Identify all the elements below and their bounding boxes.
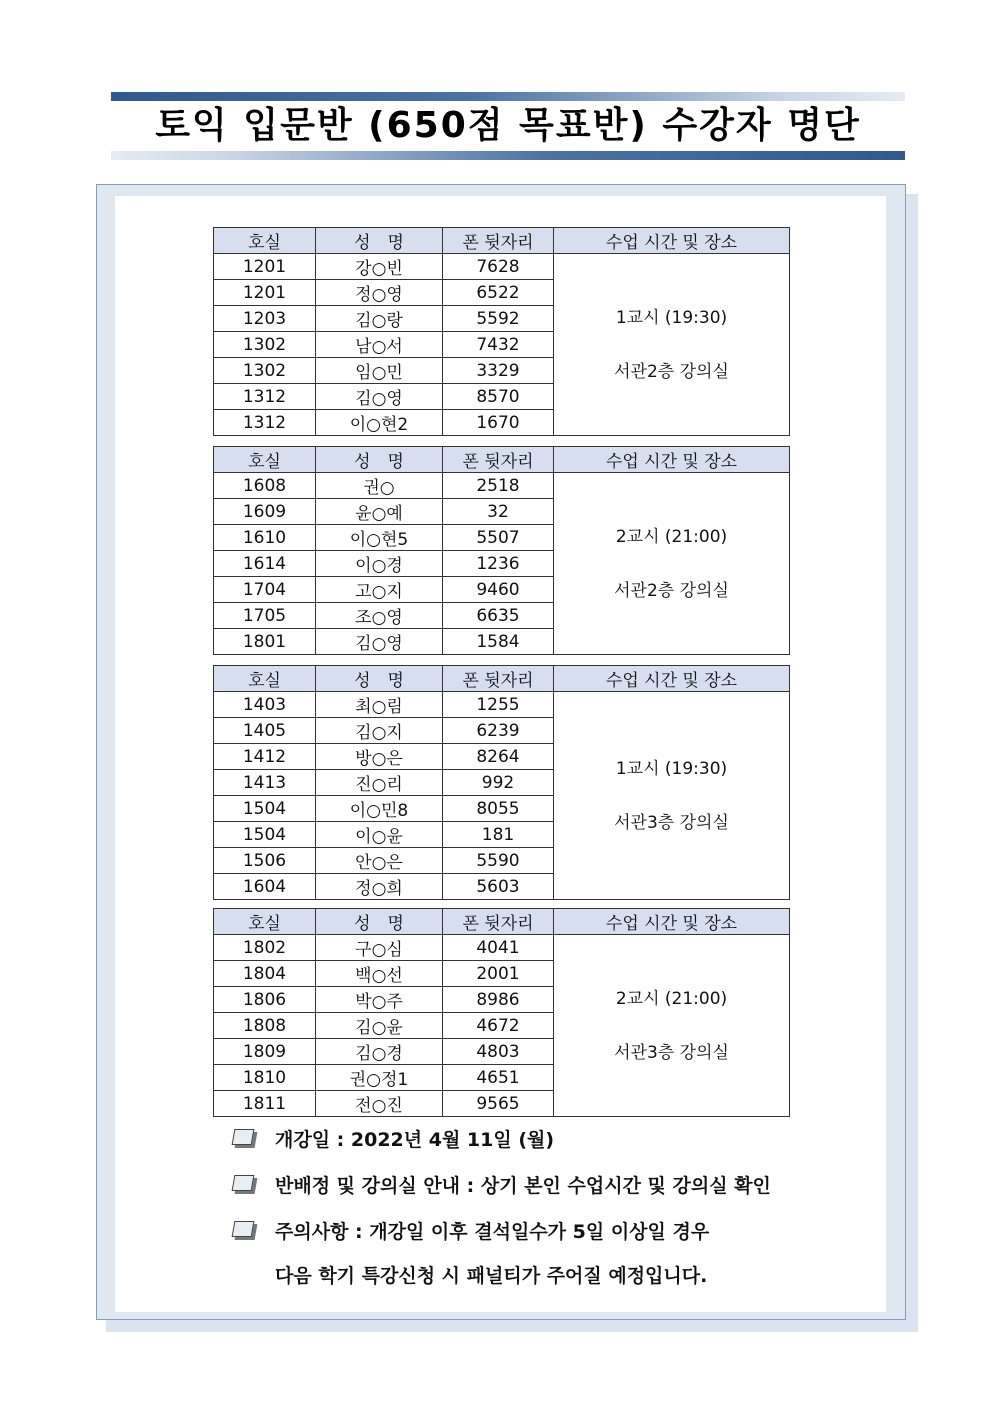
header-time-place: 수업 시간 및 장소 (554, 666, 790, 692)
room-cell: 1809 (214, 1039, 316, 1065)
page-title: 토익 입문반 (650점 목표반) 수강자 명단 (155, 105, 861, 146)
roster-table (213, 665, 790, 900)
roster-table (213, 908, 790, 1117)
phone-cell: 4651 (443, 1065, 554, 1091)
class-place: 서관3층 강의실 (614, 812, 729, 833)
header-name: 성 명 (316, 228, 443, 254)
phone-cell: 181 (443, 822, 554, 848)
room-cell: 1608 (214, 473, 316, 499)
note-icon (233, 1175, 257, 1195)
name-cell: 고○지 (316, 577, 443, 603)
phone-cell: 6522 (443, 280, 554, 306)
class-place: 서관3층 강의실 (614, 1042, 729, 1063)
name-cell: 권○ (316, 473, 443, 499)
table-header-row (214, 909, 790, 935)
phone-cell: 992 (443, 770, 554, 796)
spacer (554, 551, 789, 577)
note-caution-text: 주의사항 : 개강일 이후 결석일수가 5일 이상일 경우 (275, 1221, 710, 1243)
name-cell: 이○민8 (316, 796, 443, 822)
phone-cell: 4041 (443, 935, 554, 961)
header-phone: 폰 뒷자리 (443, 909, 554, 935)
name-cell: 김○영 (316, 384, 443, 410)
name-cell: 전○진 (316, 1091, 443, 1117)
phone-cell: 5603 (443, 874, 554, 900)
room-cell: 1312 (214, 410, 316, 436)
room-cell: 1201 (214, 280, 316, 306)
table-row (214, 254, 790, 280)
note-icon (233, 1221, 257, 1241)
name-cell: 방○은 (316, 744, 443, 770)
room-cell: 1201 (214, 254, 316, 280)
class-time: 2교시 (21:00) (615, 988, 728, 1009)
phone-cell: 8986 (443, 987, 554, 1013)
room-cell: 1412 (214, 744, 316, 770)
table-row (214, 692, 790, 718)
header-name: 성 명 (316, 909, 443, 935)
class-place: 서관2층 강의실 (614, 580, 729, 601)
roster-table (213, 227, 790, 436)
name-cell: 이○현2 (316, 410, 443, 436)
phone-cell: 1255 (443, 692, 554, 718)
roster-table (213, 446, 790, 655)
phone-cell: 6635 (443, 603, 554, 629)
phone-cell: 32 (443, 499, 554, 525)
header-name: 성 명 (316, 666, 443, 692)
room-cell: 1811 (214, 1091, 316, 1117)
phone-cell: 1670 (443, 410, 554, 436)
phone-cell: 3329 (443, 358, 554, 384)
title-bar-top (111, 92, 905, 101)
room-cell: 1609 (214, 499, 316, 525)
name-cell: 이○윤 (316, 822, 443, 848)
name-cell: 이○현5 (316, 525, 443, 551)
room-cell: 1504 (214, 822, 316, 848)
name-cell: 조○영 (316, 603, 443, 629)
room-cell: 1806 (214, 987, 316, 1013)
spacer (554, 332, 789, 358)
phone-cell: 2518 (443, 473, 554, 499)
room-cell: 1610 (214, 525, 316, 551)
phone-cell: 8264 (443, 744, 554, 770)
class-place: 서관2층 강의실 (614, 361, 729, 382)
header-room: 호실 (214, 909, 316, 935)
phone-cell: 1584 (443, 629, 554, 655)
class-time: 2교시 (21:00) (615, 526, 728, 547)
header-phone: 폰 뒷자리 (443, 666, 554, 692)
room-cell: 1302 (214, 358, 316, 384)
spacer (554, 783, 789, 809)
phone-cell: 7628 (443, 254, 554, 280)
note-caution-continued: 다음 학기 특강신청 시 패널티가 주어질 예정입니다. (275, 1265, 708, 1287)
name-cell: 김○경 (316, 1039, 443, 1065)
room-cell: 1802 (214, 935, 316, 961)
name-cell: 임○민 (316, 358, 443, 384)
room-cell: 1302 (214, 332, 316, 358)
phone-cell: 6239 (443, 718, 554, 744)
table-header-row (214, 228, 790, 254)
name-cell: 최○림 (316, 692, 443, 718)
name-cell: 진○리 (316, 770, 443, 796)
class-time: 1교시 (19:30) (615, 758, 728, 779)
name-cell: 정○영 (316, 280, 443, 306)
name-cell: 구○심 (316, 935, 443, 961)
name-cell: 김○랑 (316, 306, 443, 332)
room-cell: 1604 (214, 874, 316, 900)
phone-cell: 5590 (443, 848, 554, 874)
class-info-cell (554, 692, 790, 900)
header-time-place: 수업 시간 및 장소 (554, 447, 790, 473)
name-cell: 남○서 (316, 332, 443, 358)
phone-cell: 5507 (443, 525, 554, 551)
name-cell: 백○선 (316, 961, 443, 987)
phone-cell: 8570 (443, 384, 554, 410)
room-cell: 1804 (214, 961, 316, 987)
name-cell: 강○빈 (316, 254, 443, 280)
table-row (214, 473, 790, 499)
note-class-info (233, 1171, 771, 1198)
room-cell: 1705 (214, 603, 316, 629)
name-cell: 윤○예 (316, 499, 443, 525)
header-time-place: 수업 시간 및 장소 (554, 228, 790, 254)
header-room: 호실 (214, 666, 316, 692)
name-cell: 이○경 (316, 551, 443, 577)
name-cell: 권○정1 (316, 1065, 443, 1091)
note-icon (233, 1129, 257, 1149)
header-phone: 폰 뒷자리 (443, 228, 554, 254)
class-info-cell (554, 254, 790, 436)
room-cell: 1808 (214, 1013, 316, 1039)
room-cell: 1312 (214, 384, 316, 410)
name-cell: 안○은 (316, 848, 443, 874)
room-cell: 1506 (214, 848, 316, 874)
name-cell: 김○윤 (316, 1013, 443, 1039)
note-opening-text: 개강일 : 2022년 4월 11일 (월) (275, 1129, 555, 1151)
phone-cell: 9460 (443, 577, 554, 603)
room-cell: 1704 (214, 577, 316, 603)
header-room: 호실 (214, 447, 316, 473)
class-info-cell (554, 473, 790, 655)
note-class-info-text: 반배정 및 강의실 안내 : 상기 본인 수업시간 및 강의실 확인 (275, 1175, 771, 1197)
room-cell: 1413 (214, 770, 316, 796)
table-row (214, 935, 790, 961)
header-phone: 폰 뒷자리 (443, 447, 554, 473)
phone-cell: 1236 (443, 551, 554, 577)
note-opening (233, 1125, 554, 1152)
phone-cell: 4672 (443, 1013, 554, 1039)
room-cell: 1504 (214, 796, 316, 822)
header-time-place: 수업 시간 및 장소 (554, 909, 790, 935)
note-caution (233, 1217, 709, 1244)
header-room: 호실 (214, 228, 316, 254)
phone-cell: 8055 (443, 796, 554, 822)
room-cell: 1405 (214, 718, 316, 744)
name-cell: 박○주 (316, 987, 443, 1013)
name-cell: 정○희 (316, 874, 443, 900)
title-bar-bottom (111, 151, 905, 160)
spacer (554, 1013, 789, 1039)
room-cell: 1801 (214, 629, 316, 655)
table-header-row (214, 447, 790, 473)
phone-cell: 5592 (443, 306, 554, 332)
name-cell: 김○지 (316, 718, 443, 744)
header-name: 성 명 (316, 447, 443, 473)
phone-cell: 7432 (443, 332, 554, 358)
class-time: 1교시 (19:30) (615, 307, 728, 328)
room-cell: 1203 (214, 306, 316, 332)
table-header-row (214, 666, 790, 692)
phone-cell: 4803 (443, 1039, 554, 1065)
room-cell: 1810 (214, 1065, 316, 1091)
phone-cell: 2001 (443, 961, 554, 987)
class-info-cell (554, 935, 790, 1117)
phone-cell: 9565 (443, 1091, 554, 1117)
room-cell: 1614 (214, 551, 316, 577)
name-cell: 김○영 (316, 629, 443, 655)
room-cell: 1403 (214, 692, 316, 718)
